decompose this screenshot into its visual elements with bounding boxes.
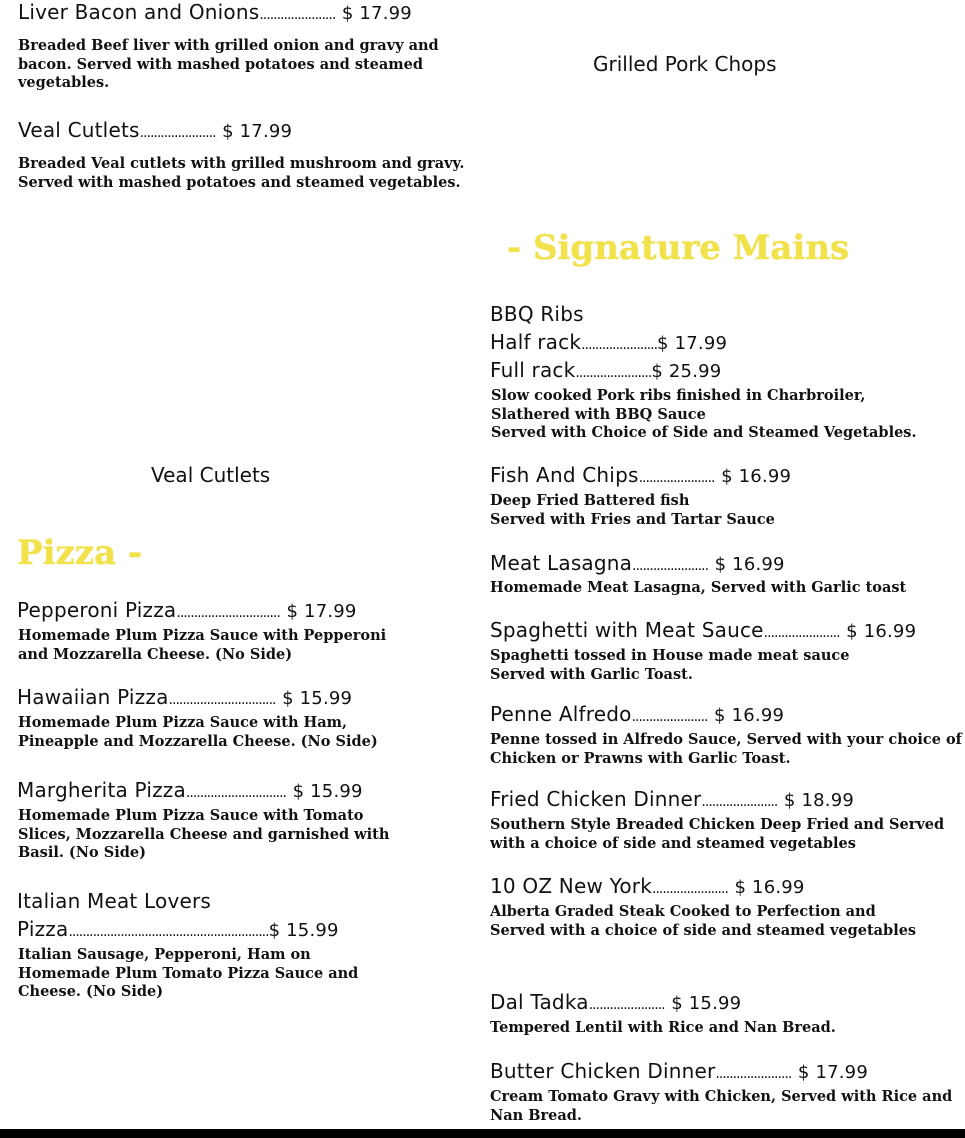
item-name: Spaghetti with Meat Sauce	[490, 618, 764, 642]
item-description: Breaded Veal cutlets with grilled mushroom and gravy. Served with mashed potatoes and steamed vegetables.	[18, 155, 465, 191]
leader-dots: ......................	[581, 337, 658, 353]
item-name: Pepperoni Pizza	[17, 598, 177, 622]
menu-item-title	[490, 330, 727, 354]
section-heading-signature-mains: - Signature Mains	[507, 228, 850, 268]
item-description: Italian Sausage, Pepperoni, Ham on Homemade Plum Tomato Pizza Sauce and Cheese. (No Side)	[18, 946, 359, 1000]
menu-item-title	[490, 551, 785, 575]
leader-dots: ......................	[631, 709, 708, 725]
menu-item-title	[490, 618, 916, 642]
menu-item-title	[490, 787, 854, 811]
item-price: $ 16.99	[846, 621, 917, 642]
item-name: Meat Lasagna	[490, 551, 633, 575]
menu-item-title	[490, 702, 784, 726]
item-description: Tempered Lentil with Rice and Nan Bread.	[490, 1019, 836, 1036]
leader-dots: ......................	[715, 1066, 792, 1082]
menu-item-title	[490, 990, 741, 1014]
leader-dots: ......................	[701, 794, 778, 810]
photo-caption-pork: Grilled Pork Chops	[593, 52, 777, 76]
item-price: $ 15.99	[268, 920, 339, 941]
menu-item-title	[490, 358, 721, 382]
menu-item-title	[17, 598, 357, 622]
item-description: Cream Tomato Gravy with Chicken, Served with Rice and Nan Bread.	[490, 1088, 953, 1124]
item-description: Slow cooked Pork ribs finished in Charbroiler, Slathered with BBQ Sauce Served with Choice of Side and Steamed Vegetables.	[491, 387, 917, 441]
menu-item-title	[17, 778, 363, 802]
menu-item-title	[490, 463, 791, 487]
bbq-ribs-title: BBQ Ribs	[490, 302, 584, 326]
item-description: Breaded Beef liver with grilled onion and gravy and bacon. Served with mashed potatoes and steamed vegetables.	[18, 37, 439, 91]
item-price: $ 17.99	[797, 1062, 868, 1083]
leader-dots: ......................	[259, 7, 336, 23]
item-price: $ 17.99	[657, 333, 728, 354]
item-price: $ 25.99	[651, 361, 722, 382]
item-price: $ 18.99	[783, 790, 854, 811]
leader-dots: .............................	[185, 785, 286, 801]
item-name: Pizza	[17, 917, 69, 941]
bottom-border-bar	[0, 1129, 965, 1138]
leader-dots: ...............................	[168, 692, 276, 708]
item-name: Veal Cutlets	[18, 118, 140, 142]
leader-dots: ......................	[763, 625, 840, 641]
menu-item-title	[490, 874, 805, 898]
item-price: $ 15.99	[292, 781, 363, 802]
item-name: Dal Tadka	[490, 990, 589, 1014]
leader-dots: ......................	[139, 125, 216, 141]
menu-item-title	[490, 1059, 868, 1083]
item-name: Full rack	[490, 358, 576, 382]
item-description: Homemade Meat Lasagna, Served with Garlic toast	[490, 579, 907, 596]
item-description: Alberta Graded Steak Cooked to Perfection and Served with a choice of side and steamed vegetables	[490, 903, 917, 939]
item-description: Deep Fried Battered fish Served with Fries and Tartar Sauce	[490, 492, 775, 528]
item-description: Penne tossed in Alfredo Sauce, Served with your choice of Chicken or Prawns with Garlic Toast.	[490, 731, 962, 767]
item-description: Homemade Plum Pizza Sauce with Ham, Pineapple and Mozzarella Cheese. (No Side)	[18, 714, 378, 750]
item-name: Fried Chicken Dinner	[490, 787, 702, 811]
section-heading-pizza: Pizza -	[17, 533, 143, 573]
menu-item-title	[17, 685, 352, 709]
item-name: Half rack	[490, 330, 582, 354]
item-name: 10 OZ New York	[490, 874, 652, 898]
leader-dots: ......................	[588, 997, 665, 1013]
item-price: $ 15.99	[282, 688, 353, 709]
item-price: $ 16.99	[714, 554, 785, 575]
item-name: Liver Bacon and Onions	[18, 0, 260, 24]
leader-dots: ..............................	[176, 605, 280, 621]
menu-item-title-line1: Italian Meat Lovers	[17, 889, 212, 913]
item-price: $ 16.99	[734, 877, 805, 898]
item-price: $ 17.99	[341, 3, 412, 24]
item-price: $ 16.99	[714, 705, 785, 726]
item-description: Homemade Plum Pizza Sauce with Tomato Slices, Mozzarella Cheese and garnished with Basil. (No Side)	[18, 807, 390, 861]
item-name: Butter Chicken Dinner	[490, 1059, 716, 1083]
leader-dots: ......................	[638, 470, 715, 486]
item-name: Hawaiian Pizza	[17, 685, 169, 709]
menu-item-title	[18, 118, 292, 142]
item-price: $ 15.99	[671, 993, 742, 1014]
item-name: Fish And Chips	[490, 463, 639, 487]
leader-dots: ..........................................................	[68, 924, 269, 940]
item-price: $ 17.99	[286, 601, 357, 622]
menu-item-title	[17, 917, 339, 941]
leader-dots: ......................	[575, 365, 652, 381]
leader-dots: ......................	[652, 881, 728, 897]
item-description: Homemade Plum Pizza Sauce with Pepperoni and Mozzarella Cheese. (No Side)	[18, 627, 387, 663]
item-name: Margherita Pizza	[17, 778, 186, 802]
item-description: Southern Style Breaded Chicken Deep Fried and Served with a choice of side and steamed vegetables	[490, 816, 945, 852]
leader-dots: ......................	[632, 558, 709, 574]
item-name: Penne Alfredo	[490, 702, 632, 726]
item-description: Spaghetti tossed in House made meat sauce Served with Garlic Toast.	[490, 647, 850, 683]
item-price: $ 17.99	[222, 121, 293, 142]
menu-item-title	[18, 0, 412, 24]
photo-caption-veal: Veal Cutlets	[151, 463, 271, 487]
item-price: $ 16.99	[721, 466, 792, 487]
